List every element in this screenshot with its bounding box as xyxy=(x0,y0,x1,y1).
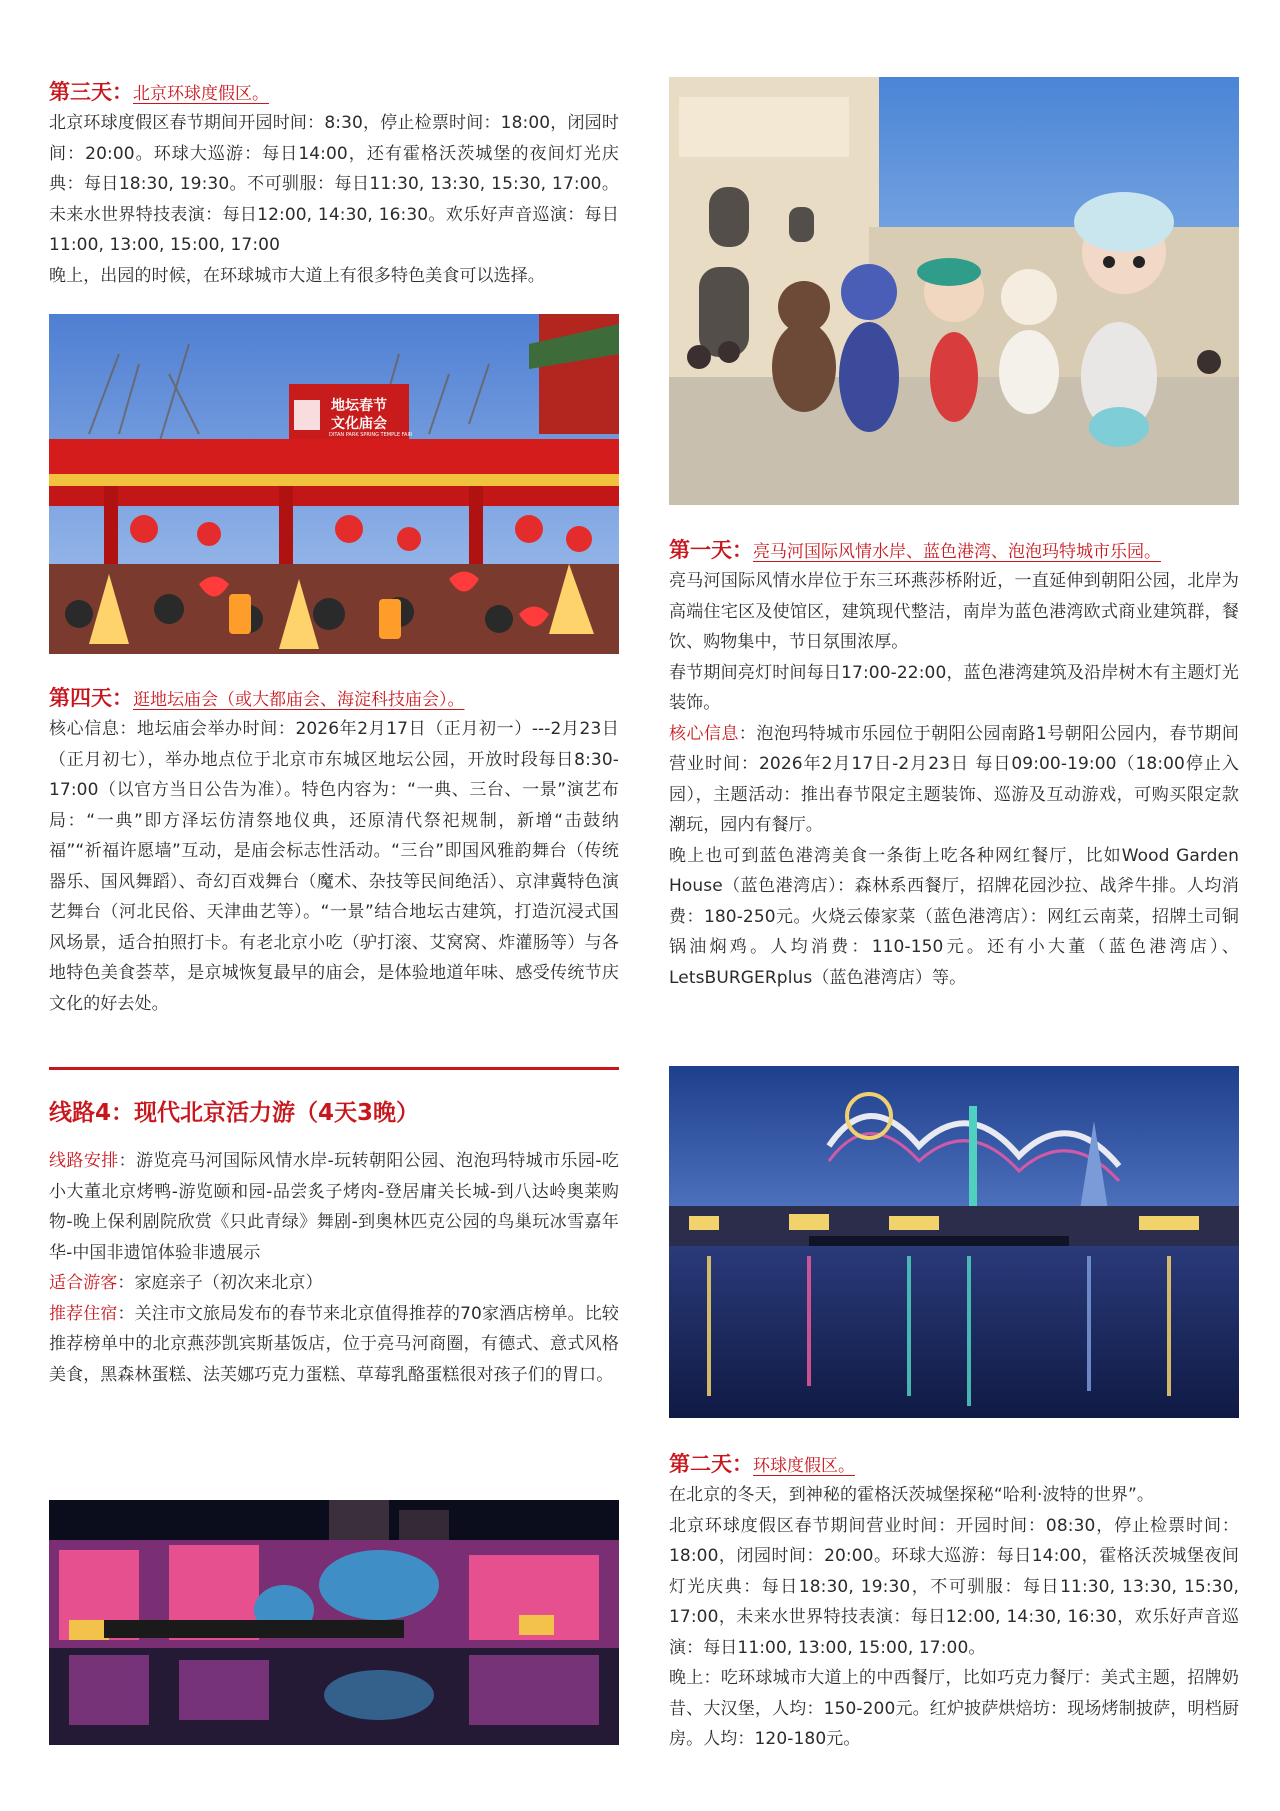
route4-title: 线路4：现代北京活力游（4天3晚） xyxy=(49,1100,420,1126)
route4-arrangement xyxy=(49,1146,619,1268)
day1-section xyxy=(669,536,1239,993)
sign-line2: 文化庙会 xyxy=(331,416,387,432)
day4-heading xyxy=(49,684,619,714)
popmart-characters-photo xyxy=(669,77,1239,505)
day4-paragraph: 核心信息：地坛庙会举办时间：2026年2月17日（正月初一）---2月23日（正月初七），举办地点位于北京市东城区地坛公园，开放时段每日8:30-17:00（以官方当日公告为准）。特色内容为：“一典、三台、一景”演艺布局：“一典”即方泽坛仿清祭地仪典，还原清代祭祀规制，新增“击鼓纳福”“祈福许愿墙”互动，是庙会标志性活动。“三台”即国风雅韵舞台（传统器乐、国风舞蹈）、奇幻百戏舞台（魔术、杂技等民间绝活）、京津冀特色演艺舞台（河北民俗、天津曲艺等）。“一景”结合地坛古建筑，打造沉浸式国风场景，适合拍照打卡。有老北京小吃（驴打滚、艾窝窝、炸灌肠等）与各地特色美食荟萃，是京城恢复最早的庙会，是体验地道年味、感受传统节庆文化的好去处。 xyxy=(49,719,619,1014)
day1-heading xyxy=(669,536,1239,566)
day1-core-label: 核心信息 xyxy=(669,723,739,744)
day3-paragraph-1: 北京环球度假区春节期间开园时间：8:30，停止检票时间：18:00，闭园时间：20:00。环球大巡游：每日14:00，还有霍格沃茨城堡的夜间灯光庆典：每日18:30, 19:30。不可驯服：每日11:30, 13:30, 15:30, 17:00。未来水世界特技表演：每日12:00, 14:30, 16:30。欢乐好声音巡演：每日11:00, 13:00, 15:00, 17:00 xyxy=(49,113,619,255)
route4-section xyxy=(49,1098,619,1390)
day1-evening: 晚上也可到蓝色港湾美食一条街上吃各种网红餐厅，比如Wood Garden House（蓝色港湾店）：森林系西餐厅，招牌花园沙拉、战斧牛排。人均消费：180-250元。火烧云傣家菜（蓝色港湾店）：网红云南菜，招牌土司铜锅油焖鸡。人均消费：110-150元。还有小大董（蓝色港湾店）、LetsBURGERplus（蓝色港湾店）等。 xyxy=(669,845,1239,988)
temple-fair-photo xyxy=(49,314,619,654)
route4-arrangement-text: ：游览亮马河国际风情水岸-玩转朝阳公园、泡泡玛特城市乐园-吃小大董北京烤鸭-游览颐和园-品尝炙子烤肉-登居庸关长城-到八达岭奥莱购物-晚上保利剧院欣赏《只此青绿》舞剧-到奥林匹克公园的鸟巢玩冰雪嘉年华-中国非遗馆体验非遗展示 xyxy=(49,1151,619,1263)
lake-amusement-park-photo xyxy=(669,1066,1239,1418)
day2-paragraph-2: 北京环球度假区春节期间营业时间：开园时间：08:30，停止检票时间：18:00，闭园时间：20:00。环球大巡游：每日14:00，霍格沃茨城堡夜间灯光庆典：每日18:30, 19:30，不可驯服：每日11:30, 13:30, 15:30, 17:00，未来水世界特技表演：每日12:00, 14:30, 16:30，欢乐好声音巡演：每日11:00, 13:00, 15:00, 17:00。 xyxy=(669,1515,1239,1658)
day1-paragraph-2: 春节期间亮灯时间每日17:00-22:00，蓝色港湾建筑及沿岸树木有主题灯光装饰。 xyxy=(669,662,1239,713)
section-divider xyxy=(49,1067,619,1070)
day3-section xyxy=(49,78,619,291)
route4-hotel-label: 推荐住宿 xyxy=(49,1303,118,1324)
day1-core-text: ：泡泡玛特城市乐园位于朝阳公园南路1号朝阳公园内，春节期间营业时间：2026年2月17日-2月23日 每日09:00-19:00（18:00停止入园），主题活动：推出春节限定主题装饰、巡游及互动游戏，可购买限定款潮玩，园内有餐厅。 xyxy=(669,723,1239,835)
day4-title-link[interactable]: 逛地坛庙会（或大都庙会、海淀科技庙会）。 xyxy=(133,690,465,710)
route4-arrangement-label: 线路安排 xyxy=(49,1151,119,1171)
day3-label: 第三天： xyxy=(49,80,133,104)
sign-sub: DITAN PARK SPRING TEMPLE FAIR xyxy=(329,432,413,438)
day3-paragraph-2: 晚上，出园的时候，在环球城市大道上有很多特色美食可以选择。 xyxy=(49,265,545,286)
day2-label: 第二天： xyxy=(669,1452,753,1476)
day1-core-info xyxy=(669,719,1239,841)
day1-title-link[interactable]: 亮马河国际风情水岸、蓝色港湾、泡泡玛特城市乐园。 xyxy=(753,542,1161,562)
night-lightshow-photo xyxy=(49,1500,619,1745)
route4-audience xyxy=(49,1268,619,1299)
day1-label: 第一天： xyxy=(669,538,753,562)
day4-label: 第四天： xyxy=(49,686,133,710)
day2-paragraph-1: 在北京的冬天，到神秘的霍格沃茨城堡探秘“哈利·波特的世界”。 xyxy=(669,1485,1155,1505)
day3-heading xyxy=(49,78,619,108)
day2-title-link[interactable]: 环球度假区。 xyxy=(753,1456,855,1476)
route4-audience-text: ：家庭亲子（初次来北京） xyxy=(117,1273,323,1293)
day2-paragraph-3: 晚上：吃环球城市大道上的中西餐厅，比如巧克力餐厅：美式主题，招牌奶昔、大汉堡，人均：150-200元。红炉披萨烘焙坊：现场烤制披萨，明档厨房。人均：120-180元。 xyxy=(669,1668,1239,1749)
route4-audience-label: 适合游客 xyxy=(49,1273,118,1293)
day3-title-link[interactable]: 北京环球度假区。 xyxy=(133,84,269,104)
sign-line1: 地坛春节 xyxy=(331,398,387,414)
day2-heading xyxy=(669,1450,1239,1480)
route4-hotel xyxy=(49,1299,619,1391)
route4-hotel-text: ：关注市文旅局发布的春节来北京值得推荐的70家酒店榜单。比较推荐榜单中的北京燕莎凯宾斯基饭店，位于亮马河商圈，有德式、意式风格美食，黑森林蛋糕、法芙娜巧克力蛋糕、草莓乳酪蛋糕很对孩子们的胃口。 xyxy=(49,1303,619,1385)
day2-section xyxy=(669,1450,1239,1755)
day4-section xyxy=(49,684,619,1019)
day1-paragraph-1: 亮马河国际风情水岸位于东三环燕莎桥附近，一直延伸到朝阳公园，北岸为高端住宅区及使馆区，建筑现代整洁，南岸为蓝色港湾欧式商业建筑群，餐饮、购物集中，节日氛围浓厚。 xyxy=(669,571,1239,652)
